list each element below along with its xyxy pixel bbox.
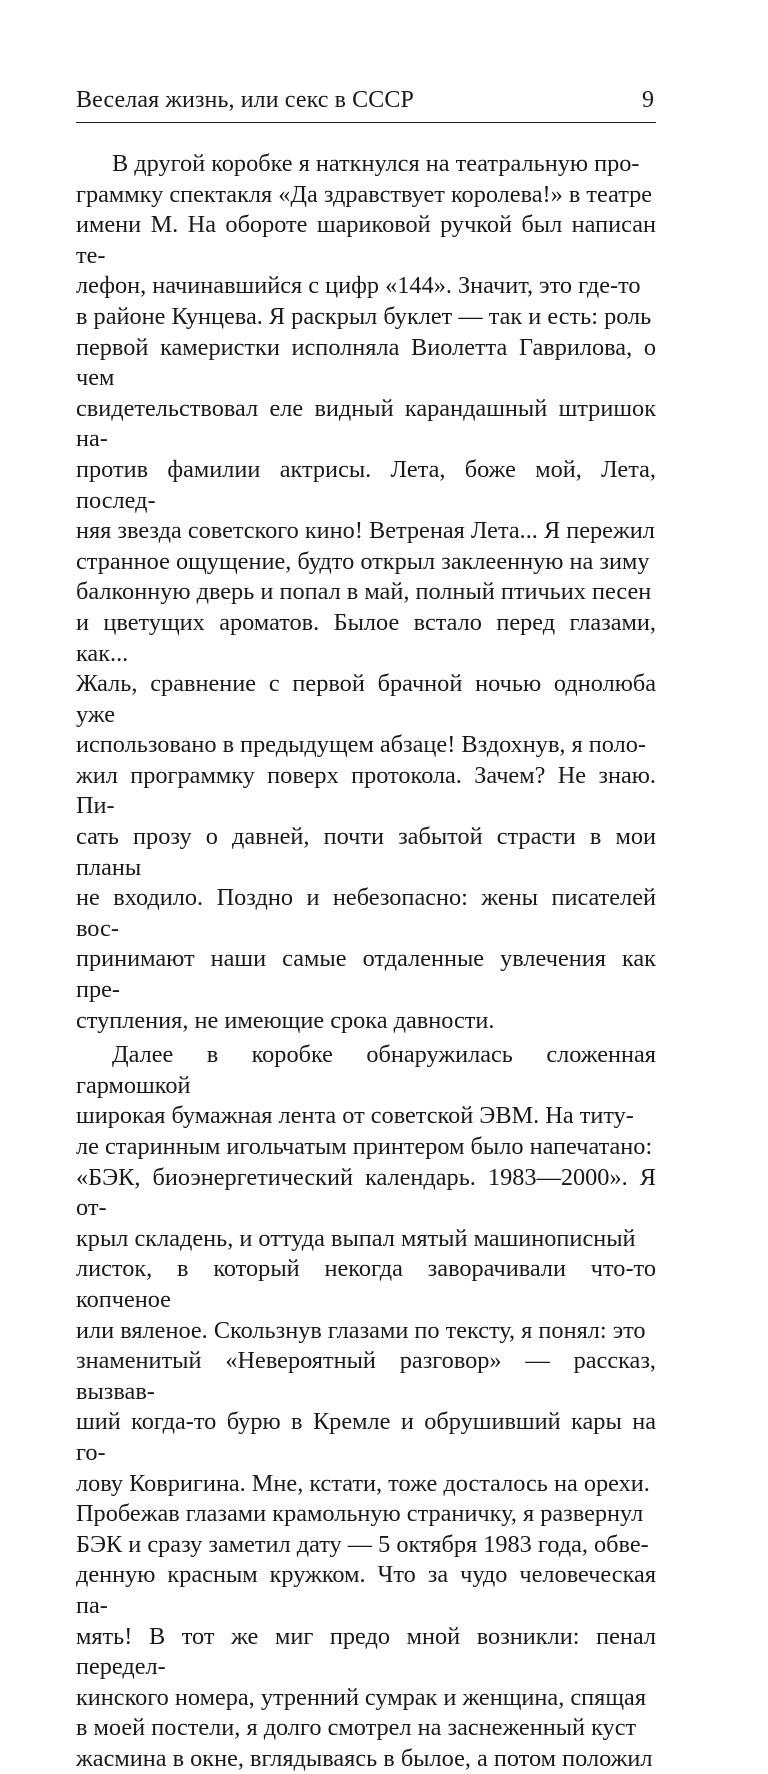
body-text [76, 149, 656, 1774]
page-number: 9 [642, 87, 654, 113]
paragraph: Далее в коробке обнаружилась сложенная гармошкой широкая бумажная лента от советской ЭВМ. На титу- ле старинным игольчатым принтером было напечатано: «БЭК, биоэнергетический календарь. 1983—2000». Я от- крыл складень, и оттуда выпал мятый машинописный листок, в который некогда заворачивали что-то копченое или вяленое. Скользнув глазами по тексту, я понял: это знаменитый «Невероятный разговор» — рассказ, вызвав- ший когда-то бурю в Кремле и обрушивший кары на го- лову Ковригина. Мне, кстати, тоже досталось на орехи. Пробежав глазами крамольную страничку, я развернул БЭК и сразу заметил дату — 5 октября 1983 года, обве- денную красным кружком. Что за чудо человеческая па- мять! В тот же миг предо мной возникли: пенал передел- кинского номера, утренний сумрак и женщина, спящая в моей постели, я долго смотрел на заснеженный куст жасмина в окне, вглядываясь в былое, а потом положил [76, 1041, 656, 1772]
running-header [76, 84, 656, 123]
book-page [76, 84, 656, 1774]
paragraph: В другой коробке я наткнулся на театральную про- граммку спектакля «Да здравствует королева!» в театре имени М. На обороте шариковой ручкой был написан те- лефон, начинавшийся с цифр «144». Значит, это где-то в районе Кунцева. Я раскрыл буклет — так и есть: роль первой камеристки исполняла Виолетта Гаврилова, о чем свидетельствовал еле видный карандашный штришок на- против фамилии актрисы. Лета, боже мой, Лета, послед- няя звезда советского кино! Ветреная Лета... Я пережил странное ощущение, будто открыл заклеенную на зиму балконную дверь и попал в май, полный птичьих песен и цветущих ароматов. Былое встало перед глазами, как... Жаль, сравнение с первой брачной ночью однолюба уже использовано в предыдущем абзаце! Вздохнув, я поло- жил программку поверх протокола. Зачем? Не знаю. Пи- сать прозу о давней, почти забытой страсти в мои планы не входило. Поздно и небезопасно: жены писателей вос- принимают наши самые отдаленные увлечения как пре- ступления, не имеющие срока давности. [76, 150, 656, 1034]
running-title: Веселая жизнь, или секс в СССР [76, 87, 414, 113]
